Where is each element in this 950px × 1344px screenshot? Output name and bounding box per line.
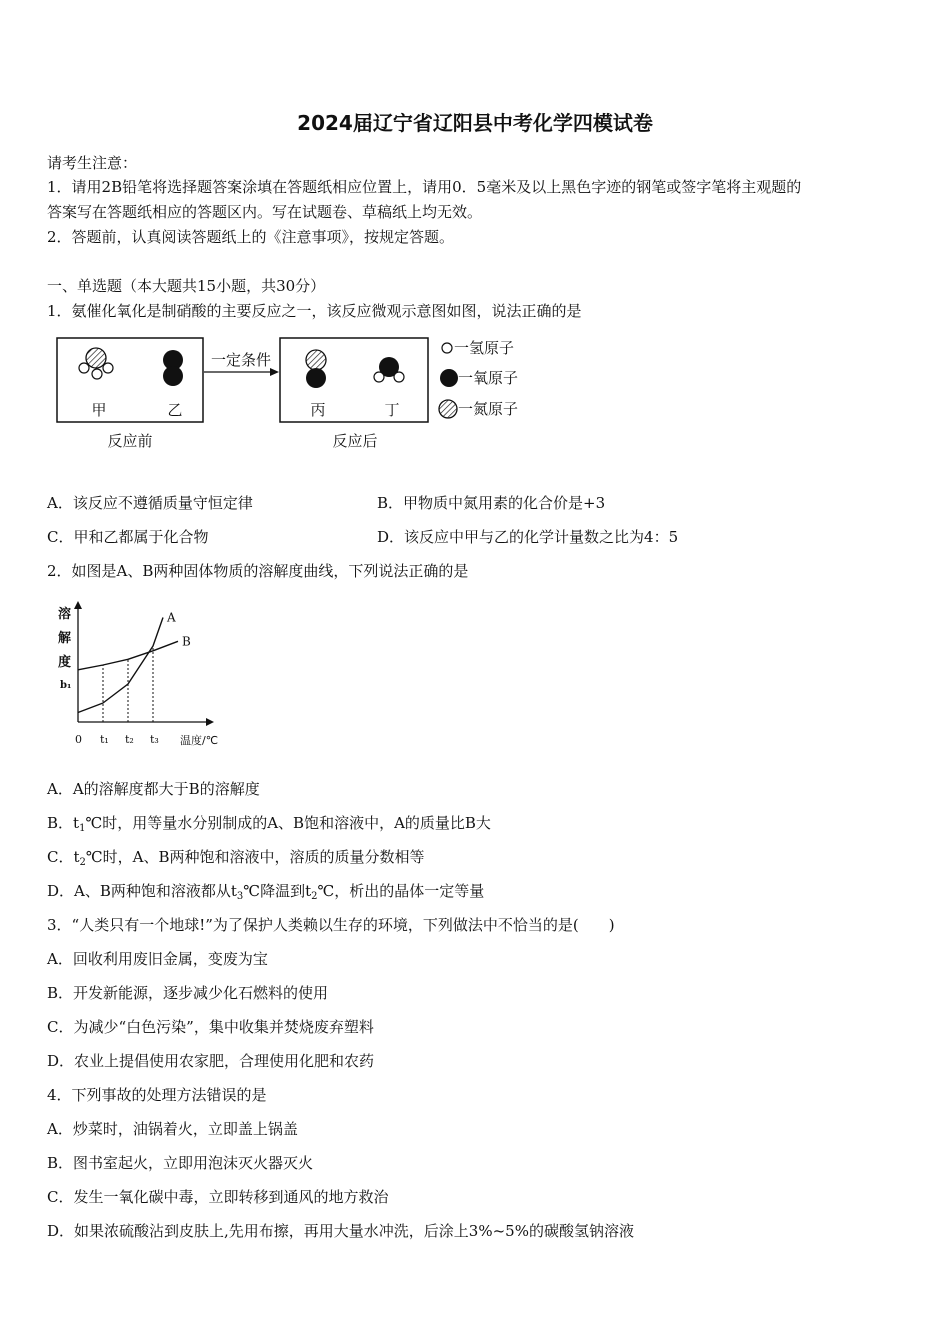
legend-oxygen-label: 一氧原子 [458, 369, 519, 387]
label-before: 反应前 [107, 432, 153, 450]
box-after [280, 338, 428, 422]
q3-option-b: B．开发新能源，逐步减少化石燃料的使用 [47, 984, 329, 1002]
label-jia: 甲 [91, 401, 107, 419]
notice-line-3: 2．答题前，认真阅读答题纸上的《注意事项》，按规定答题。 [47, 228, 455, 246]
q2-stem: 2．如图是A、B两种固体物质的溶解度曲线，下列说法正确的是 [47, 562, 469, 580]
q3-option-d: D．农业上提倡使用农家肥，合理使用化肥和农药 [47, 1052, 375, 1070]
q2-option-b: B．$t_1℃$时，用等量水分别制成的A、B饱和溶液中，A的质量比B大 [47, 814, 491, 834]
no-molecule-icon [306, 350, 326, 388]
q1-option-b: B．甲物质中氮用素的化合价是+3 [377, 494, 606, 512]
y-tick-b1: b₁ [60, 680, 72, 691]
ylabel-char-1: 溶 [58, 607, 72, 622]
x-axis-arrow [206, 718, 214, 726]
q1-option-c: C．甲和乙都属于化合物 [47, 528, 209, 546]
label-bing: 丙 [310, 401, 326, 419]
q2-option-a: A．A的溶解度都大于B的溶解度 [47, 780, 260, 798]
series-A-line [78, 618, 163, 713]
series-A-label: A [167, 610, 176, 625]
ylabel-char-3: 度 [58, 655, 72, 670]
reaction-arrow-icon [204, 368, 279, 376]
q2-option-c: C．$t_2℃$时，A、B两种饱和溶液中，溶质的质量分数相等 [47, 848, 425, 868]
legend-hydrogen-label: 一氢原子 [454, 339, 515, 357]
x-tick-3: t₃ [150, 733, 159, 746]
q1-option-d: D．该反应中甲与乙的化学计量数之比为4：5 [377, 528, 679, 546]
oxygen-molecule-icon [163, 350, 183, 386]
xlabel: 温度/℃ [180, 734, 219, 747]
x-tick-1: t₁ [100, 733, 109, 746]
arrow-label: 一定条件 [210, 351, 272, 369]
series-B-label: B [182, 634, 191, 649]
section-heading: 一、单选题（本大题共15小题，共30分） [47, 277, 326, 295]
notice-line-2: 答案写在答题纸相应的答题区内。写在试题卷、草稿纸上均无效。 [47, 203, 483, 221]
q4-option-d: D．如果浓硫酸沾到皮肤上,先用布擦，再用大量水冲洗，后涂上3%~5%的碳酸氢钠溶液 [47, 1222, 634, 1240]
label-ding: 丁 [384, 401, 400, 419]
legend-oxygen [440, 369, 518, 387]
legend-hydrogen [442, 339, 514, 357]
q4-stem: 4．下列事故的处理方法错误的是 [47, 1086, 267, 1104]
label-after: 反应后 [332, 432, 378, 450]
x-tick-2: t₂ [125, 733, 134, 746]
y-axis-arrow [74, 601, 82, 609]
label-yi: 乙 [167, 401, 183, 419]
ammonia-molecule-icon [79, 348, 113, 379]
legend-nitrogen-label: 一氮原子 [458, 400, 519, 418]
page-title: 2024届辽宁省辽阳县中考化学四模试卷 [297, 111, 653, 135]
notice-heading: 请考生注意： [47, 154, 138, 172]
solubility-chart [50, 598, 230, 750]
legend-nitrogen [439, 400, 518, 418]
q4-option-c: C．发生一氧化碳中毒，立即转移到通风的地方救治 [47, 1188, 389, 1206]
x-tick-0: 0 [75, 733, 82, 746]
q3-stem: 3．“人类只有一个地球!”为了保护人类赖以生存的环境，下列做法中不恰当的是( ) [47, 916, 615, 934]
q1-stem: 1．氨催化氧化是制硝酸的主要反应之一，该反应微观示意图如图，说法正确的是 [47, 302, 582, 320]
water-molecule-icon [374, 357, 404, 382]
q4-option-b: B．图书室起火，立即用泡沫灭火器灭火 [47, 1154, 314, 1172]
ylabel-char-2: 解 [58, 631, 72, 646]
q4-option-a: A．炒菜时，油锅着火，立即盖上锅盖 [47, 1120, 298, 1138]
q3-option-a: A．回收利用废旧金属，变废为宝 [47, 950, 268, 968]
q3-option-c: C．为减少“白色污染”，集中收集并焚烧废弃塑料 [47, 1018, 374, 1036]
reaction-diagram [52, 332, 542, 456]
q2-option-d: D．A、B两种饱和溶液都从$t_3℃$降温到$t_2℃$，析出的晶体一定等量 [47, 882, 485, 902]
notice-line-1: 1．请用2B铅笔将选择题答案涂填在答题纸相应位置上，请用0．5毫米及以上黑色字迹的钢笔或签字笔将主观题的 [47, 178, 802, 196]
q1-option-a: A．该反应不遵循质量守恒定律 [47, 494, 253, 512]
